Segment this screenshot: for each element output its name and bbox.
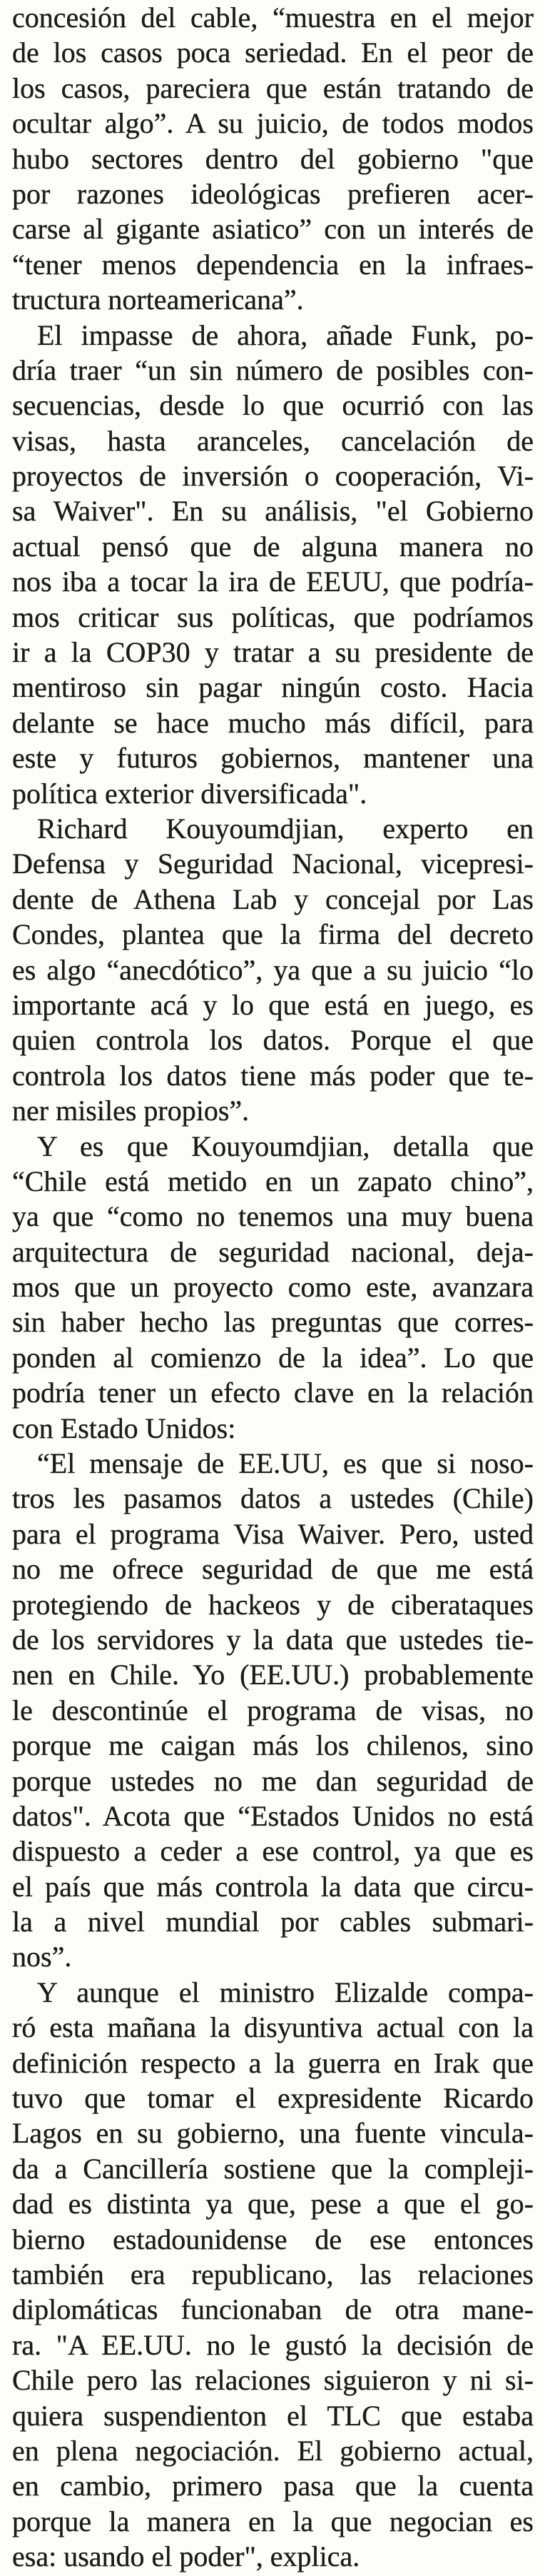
text-line: en plena negociación. El gobierno actual, xyxy=(12,2434,534,2467)
text-line: porque la manera en la que negocian es xyxy=(12,2505,534,2537)
text-line: “tener menos dependencia en la infraes- xyxy=(12,248,534,281)
text-line: este y futuros gobiernos, mantener una xyxy=(12,742,534,775)
text-line: controla los datos tiene más poder que te- xyxy=(12,1059,534,1092)
text-line: ya que “como no tenemos una muy buena xyxy=(12,1200,534,1233)
text-line: Richard Kouyoumdjian, experto en xyxy=(37,812,534,845)
text-line: da a Cancillería sostiene que la compleji- xyxy=(12,2152,534,2185)
text-line: El impasse de ahora, añade Funk, po- xyxy=(37,318,534,351)
text-line: también era republicano, las relaciones xyxy=(12,2258,534,2290)
text-line: Condes, plantea que la firma del decreto xyxy=(12,918,534,951)
text-line: porque me caigan más los chilenos, sino xyxy=(12,1729,534,1762)
text-line: dad es distinta ya que, pese a que el go- xyxy=(12,2188,534,2220)
text-line: tros les pasamos datos a ustedes (Chile) xyxy=(12,1482,534,1515)
text-line: la a nivel mundial por cables submari- xyxy=(12,1906,534,1938)
text-line: visas, hasta aranceles, cancelación de xyxy=(12,424,534,457)
text-line: “Chile está metido en un zapato chino”, xyxy=(12,1164,534,1197)
text-line: delante se hace mucho más difícil, para xyxy=(12,706,534,739)
text-line: Y es que Kouyoumdjian, detalla que xyxy=(37,1129,534,1162)
text-line: Defensa y Seguridad Nacional, vicepresi- xyxy=(12,847,534,880)
paragraph xyxy=(12,1129,534,1447)
text-line: ir a la COP30 y tratar a su presidente de xyxy=(12,636,534,669)
text-line: sin haber hecho las preguntas que corres- xyxy=(12,1306,534,1339)
text-line: los casos, pareciera que están tratando de xyxy=(12,71,534,104)
paragraph xyxy=(12,0,534,318)
paragraph xyxy=(12,1975,534,2575)
text-line: dente de Athena Lab y concejal por Las xyxy=(12,882,534,915)
text-line: podría tener un efecto clave en la relación xyxy=(12,1377,534,1409)
text-line: importante acá y lo que está en juego, es xyxy=(12,988,534,1021)
text-line: ner misiles propios”. xyxy=(12,1095,250,1127)
text-line: concesión del cable, “muestra en el mejor xyxy=(12,1,534,34)
text-line: nos iba a tocar la ira de EEUU, que podría- xyxy=(12,565,534,598)
text-line: mentiroso sin pagar ningún costo. Hacia xyxy=(12,671,534,704)
text-line: datos". Acota que “Estados Unidos no está xyxy=(12,1799,534,1832)
text-line: definición respecto a la guerra en Irak que xyxy=(12,2046,534,2079)
text-line: quien controla los datos. Porque el que xyxy=(12,1024,534,1057)
paragraph xyxy=(12,318,534,811)
text-line: nen en Chile. Yo (EE.UU.) probablemente xyxy=(12,1659,534,1691)
text-line: actual pensó que de alguna manera no xyxy=(12,530,534,563)
text-line: mos criticar sus políticas, que podríamos xyxy=(12,600,534,633)
text-line: dría traer “un sin número de posibles con- xyxy=(12,353,534,386)
text-line: esa: usando el poder", explica. xyxy=(12,2540,360,2573)
paragraph xyxy=(12,811,534,1129)
text-line: en cambio, primero pasa que la cuenta xyxy=(12,2470,534,2502)
text-line: “El mensaje de EE.UU, es que si noso- xyxy=(37,1447,534,1480)
text-line: tuvo que tomar el expresidente Ricardo xyxy=(12,2082,534,2115)
text-line: de los servidores y la data que ustedes tie- xyxy=(12,1623,534,1656)
text-line: bierno estadounidense de ese entonces xyxy=(12,2223,534,2255)
text-line: ponden al comienzo de la idea”. Lo que xyxy=(12,1341,534,1374)
text-line: secuencias, desde lo que ocurrió con las xyxy=(12,389,534,422)
text-line: porque ustedes no me dan seguridad de xyxy=(12,1764,534,1797)
text-line: le descontinúe el programa de visas, no xyxy=(12,1694,534,1726)
text-line: nos”. xyxy=(12,1941,72,1973)
text-line: protegiendo de hackeos y de ciberataques xyxy=(12,1588,534,1621)
text-line: para el programa Visa Waiver. Pero, usted xyxy=(12,1517,534,1550)
text-line: quiera suspendienton el TLC que estaba xyxy=(12,2399,534,2432)
text-line: de los casos poca seriedad. En el peor de xyxy=(12,36,534,69)
text-line: carse al gigante asiatico” con un interés de xyxy=(12,213,534,246)
text-line: hubo sectores dentro del gobierno "que xyxy=(12,142,534,175)
text-line: mos que un proyecto como este, avanzara xyxy=(12,1271,534,1304)
text-line: Chile pero las relaciones siguieron y ni si- xyxy=(12,2364,534,2397)
text-line: ra. "A EE.UU. no le gustó la decisión de xyxy=(12,2328,534,2361)
text-line: por razones ideológicas prefieren acer- xyxy=(12,177,534,210)
text-line: arquitectura de seguridad nacional, deja- xyxy=(12,1235,534,1268)
text-line: ró esta mañana la disyuntiva actual con la xyxy=(12,2011,534,2044)
text-line: no me ofrece seguridad de que me está xyxy=(12,1553,534,1586)
text-line: el país que más controla la data que circu- xyxy=(12,1870,534,1903)
text-line: tructura norteamericana”. xyxy=(12,283,304,316)
text-line: ocultar algo”. A su juicio, de todos modos xyxy=(12,107,534,140)
text-line: dispuesto a ceder a ese control, ya que es xyxy=(12,1835,534,1868)
text-line: política exterior diversificada". xyxy=(12,777,367,810)
text-line: Lagos en su gobierno, una fuente vincula- xyxy=(12,2117,534,2150)
text-line: diplomáticas funcionaban de otra mane- xyxy=(12,2293,534,2326)
text-line: sa Waiver". En su análisis, "el Gobierno xyxy=(12,495,534,528)
text-line: proyectos de inversión o cooperación, Vi- xyxy=(12,460,534,493)
paragraph xyxy=(12,1446,534,1975)
text-line: Y aunque el ministro Elizalde compa- xyxy=(37,1976,534,2008)
text-line: con Estado Unidos: xyxy=(12,1412,236,1444)
text-line: es algo “anecdótico”, ya que a su juicio “lo xyxy=(12,953,534,986)
